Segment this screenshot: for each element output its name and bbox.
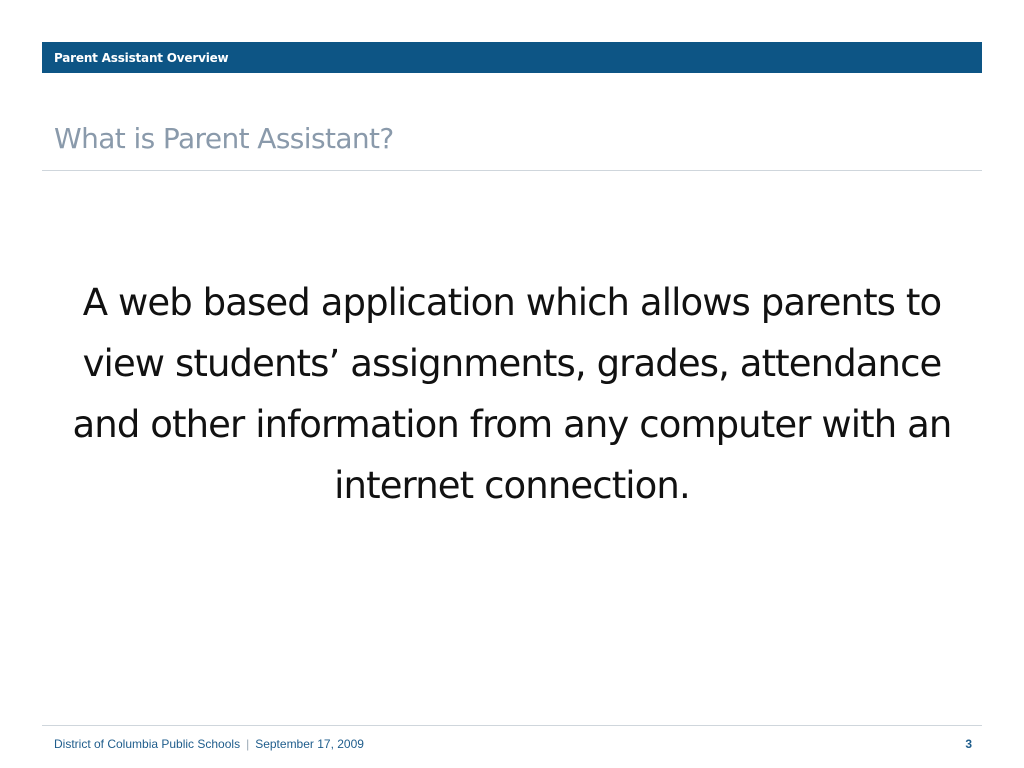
- page-number: 3: [965, 737, 972, 751]
- slide-heading: What is Parent Assistant?: [54, 122, 394, 155]
- header-bar: [42, 42, 982, 73]
- footer-divider: [42, 725, 982, 726]
- header-title: Parent Assistant Overview: [54, 50, 229, 65]
- footer-date: September 17, 2009: [255, 737, 364, 751]
- footer-organization: District of Columbia Public Schools: [54, 737, 241, 751]
- heading-divider: [42, 170, 982, 171]
- footer: [54, 736, 972, 752]
- slide-body-text: A web based application which allows parents to view students’ assignments, grades, attendance and other information from any computer with an internet connection.: [72, 281, 952, 507]
- footer-separator: |: [246, 737, 250, 751]
